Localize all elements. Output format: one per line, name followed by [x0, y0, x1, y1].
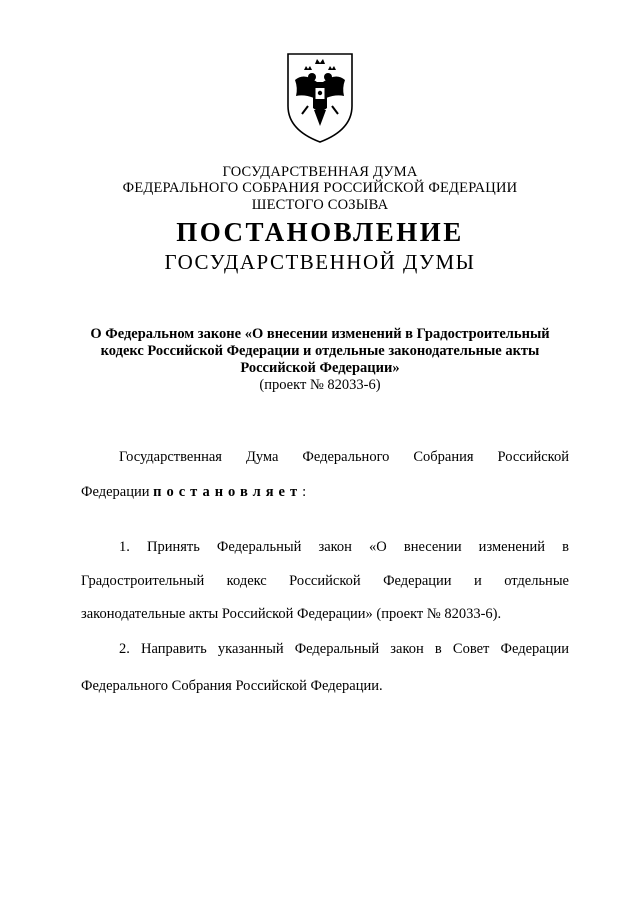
russian-coat-of-arms-icon [284, 50, 356, 146]
item-1-line-3: законодательные акты Российской Федерации» (проект № 82033-6). [81, 606, 502, 622]
subject-line-2: кодекс Российской Федерации и отдельные законодательные акты [100, 343, 540, 359]
document-title: ПОСТАНОВЛЕНИЕ [176, 217, 464, 247]
intro-line-1: Государственная Дума Федерального Собрания Российской [119, 449, 569, 465]
item-1-line-2: Градостроительный кодекс Российской Федерации и отдельные [81, 573, 569, 589]
subject-line-1: О Федеральном законе «О внесении изменений в Градостроительный [90, 326, 550, 342]
item-1-line-1: 1. Принять Федеральный закон «О внесении изменений в [119, 539, 569, 555]
org-line-2: ФЕДЕРАЛЬНОГО СОБРАНИЯ РОССИЙСКОЙ ФЕДЕРАЦИИ [122, 180, 518, 196]
intro-line-2-start: Федерации [81, 484, 154, 500]
item-2-line-2: Федерального Собрания Российской Федерации. [81, 678, 383, 694]
intro-line-2 [81, 484, 569, 501]
org-line-3: ШЕСТОГО СОЗЫВА [251, 197, 389, 213]
intro-line-2-end: : [302, 484, 307, 500]
item-2-line-1: 2. Направить указанный Федеральный закон в Совет Федерации [119, 641, 569, 657]
subject-line-3: Российской Федерации» [240, 360, 400, 376]
project-number: (проект № 82033-6) [259, 377, 381, 393]
decree-word: постановляет [153, 484, 303, 500]
org-line-1: ГОСУДАРСТВЕННАЯ ДУМА [222, 164, 418, 180]
document-subtitle: ГОСУДАРСТВЕННОЙ ДУМЫ [164, 250, 476, 274]
